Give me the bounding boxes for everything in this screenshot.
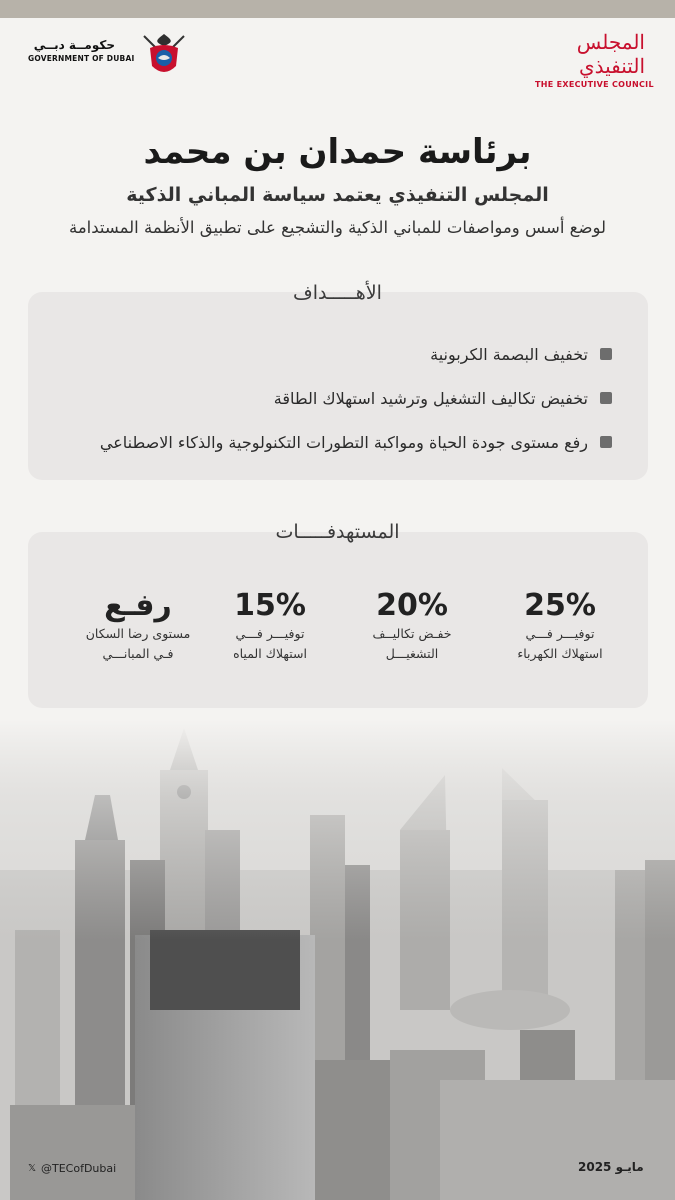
gov-logo-arabic: حكومــة دبــي xyxy=(33,38,115,52)
goal-text: تخفيف البصمة الكربونية xyxy=(430,344,588,364)
dubai-government-emblem-icon xyxy=(138,28,190,80)
target-label-line1: مستوى رضا السكان xyxy=(85,626,191,641)
target-label-line2: استهلاك المياه xyxy=(233,646,307,661)
subtitle: المجلس التنفيذي يعتمد سياسة المباني الذكية xyxy=(126,184,549,206)
target-value: 15% xyxy=(234,588,306,623)
goal-item xyxy=(52,420,612,464)
target-label-line2: فـي المبانـــي xyxy=(102,646,174,661)
dubai-skyline-image xyxy=(0,720,675,1200)
x-handle xyxy=(28,1162,116,1175)
handle-text: @TECofDubai xyxy=(41,1162,117,1175)
date: مايـو 2025 xyxy=(578,1160,644,1174)
target-label-line1: توفيـــر فـــي xyxy=(235,626,305,641)
council-logo-arabic: المجلس التنفيذي xyxy=(576,30,645,78)
council-logo-english: THE EXECUTIVE COUNCIL xyxy=(535,80,654,89)
target-water xyxy=(200,588,340,664)
goal-item xyxy=(52,332,612,376)
square-bullet-icon xyxy=(600,348,612,360)
goal-text: تخفيض تكاليف التشغيل وترشيد استهلاك الطاقة xyxy=(273,388,588,408)
target-label-line1: توفيـــر فـــي xyxy=(525,626,595,641)
executive-council-logo xyxy=(535,30,654,89)
top-bar xyxy=(0,0,675,18)
gov-logo-english: GOVERNMENT OF DUBAI xyxy=(28,54,135,63)
goals-label: الأهـــــداف xyxy=(293,282,382,304)
target-label-line2: التشغيـــل xyxy=(385,646,439,661)
main-title: برئاسة حمدان بن محمد xyxy=(143,132,532,172)
target-value: رفـع xyxy=(104,588,172,623)
targets-row xyxy=(28,532,648,708)
target-value: 20% xyxy=(376,588,448,623)
target-label-line1: خفـض تكاليــف xyxy=(372,626,452,641)
target-value: 25% xyxy=(524,588,596,623)
government-of-dubai-logo xyxy=(28,28,173,80)
square-bullet-icon xyxy=(600,436,612,448)
goal-item xyxy=(52,376,612,420)
targets-panel xyxy=(28,532,648,708)
target-electricity xyxy=(490,588,630,664)
target-satisfaction xyxy=(68,588,208,664)
description: لوضع أسس ومواصفات للمباني الذكية والتشجيع على تطبيق الأنظمة المستدامة xyxy=(68,218,607,237)
goals-panel xyxy=(28,292,648,480)
square-bullet-icon xyxy=(600,392,612,404)
target-label-line2: استهلاك الكهرباء xyxy=(517,646,603,661)
targets-label: المستهدفـــــات xyxy=(275,521,400,543)
goal-text: رفع مستوى جودة الحياة ومواكبة التطورات التكنولوجية والذكاء الاصطناعي xyxy=(99,432,588,452)
x-logo-icon: 𝕏 xyxy=(28,1162,37,1174)
goals-list xyxy=(52,332,612,464)
target-operating-costs xyxy=(342,588,482,664)
